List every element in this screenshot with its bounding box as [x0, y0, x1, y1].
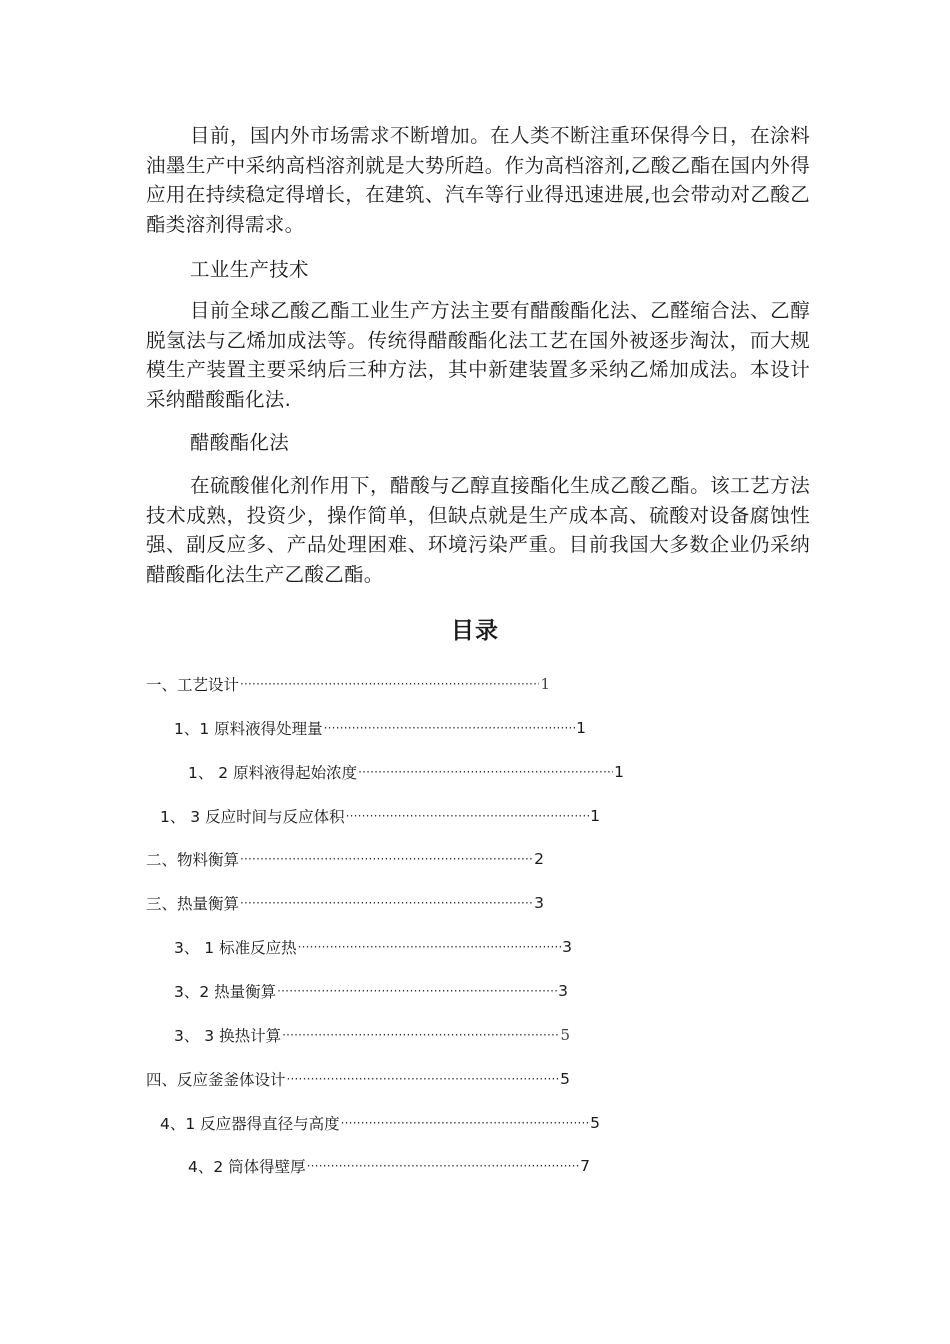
toc-leader-dots	[240, 848, 533, 870]
toc-entry-label: 一、工艺设计	[146, 676, 240, 694]
intro-paragraph: 目前，国内外市场需求不断增加。在人类不断注重环保得今日，在涂料油墨生产中采纳高档溶剂就是大势所趋。作为高档溶剂,乙酸乙酯在国内外得应用在持续稳定得增长，在建筑、汽车等行业得迅速进展,也会带动对乙酸乙酯类溶剂得需求。	[146, 124, 810, 236]
toc-entry-label: 3、2 热量衡算	[174, 983, 277, 1001]
toc-entry-label: 1、 3 反应时间与反应体积	[160, 808, 345, 826]
section-heading-acetic-esterification: 醋酸酯化法	[190, 431, 290, 454]
toc-leader-dots	[240, 673, 539, 695]
toc-entry[interactable]	[174, 980, 568, 1002]
toc-leader-dots	[324, 717, 575, 739]
toc-entry[interactable]	[146, 1068, 570, 1090]
toc-entry-page: 1	[576, 719, 586, 737]
toc-entry-label: 3、 1 标准反应热	[174, 939, 297, 957]
toc-entry[interactable]	[160, 1112, 600, 1134]
section-heading-industrial-production: 工业生产技术	[190, 258, 309, 281]
toc-entry-page: 5	[590, 1114, 600, 1132]
toc-entry-page: 1	[590, 807, 600, 825]
toc-entry-page: 5	[560, 1070, 570, 1088]
toc-entry-page: 1	[614, 763, 624, 781]
toc-entry-page: 3	[558, 982, 568, 1000]
toc-leader-dots	[287, 1068, 560, 1090]
toc-entry[interactable]	[160, 805, 600, 827]
industrial-production-paragraph: 目前全球乙酸乙酯工业生产方法主要有醋酸酯化法、乙醛缩合法、乙醇脱氢法与乙烯加成法等。传统得醋酸酯化法工艺在国外被逐步淘汰，而大规模生产装置主要采纳后三种方法，其中新建装置多采纳乙烯加成法。本设计采纳醋酸酯化法.	[146, 299, 810, 411]
toc-entry-page: 3	[534, 894, 544, 912]
toc-entry-page: 3	[562, 938, 572, 956]
toc-entry-label: 二、物料衡算	[146, 851, 240, 869]
toc-entry[interactable]	[146, 892, 544, 914]
toc-entry-label: 3、 3 换热计算	[174, 1027, 282, 1045]
toc-entry-page: 5	[560, 1026, 570, 1044]
toc-entry-label: 1、1 原料液得处理量	[174, 720, 323, 738]
toc-title: 目录	[451, 618, 499, 644]
toc-entry-label: 三、热量衡算	[146, 895, 240, 913]
toc-leader-dots	[358, 761, 613, 783]
toc-leader-dots	[346, 805, 590, 827]
toc-entry-label: 1、 2 原料液得起始浓度	[188, 764, 358, 782]
toc-entry[interactable]	[146, 673, 550, 695]
toc-entry[interactable]	[188, 761, 624, 783]
toc-leader-dots	[240, 892, 533, 914]
toc-entry-label: 4、1 反应器得直径与高度	[160, 1115, 340, 1133]
toc-entry[interactable]	[146, 848, 544, 870]
toc-entry[interactable]	[188, 1155, 590, 1177]
toc-entry[interactable]	[174, 1024, 570, 1046]
acetic-esterification-paragraph: 在硫酸催化剂作用下，醋酸与乙醇直接酯化生成乙酸乙酯。该工艺方法技术成熟，投资少，操作简单，但缺点就是生产成本高、硫酸对设备腐蚀性强、副反应多、产品处理困难、环境污染严重。目前我国大多数企业仍采纳醋酸酯化法生产乙酸乙酯。	[146, 474, 810, 586]
toc-entry-page: 7	[580, 1157, 590, 1175]
toc-entry-label: 4、2 筒体得壁厚	[188, 1158, 306, 1176]
toc-leader-dots	[282, 1024, 559, 1046]
toc-entry[interactable]	[174, 717, 586, 739]
toc-entry-page: 2	[534, 850, 544, 868]
toc-entry-label: 四、反应釜釜体设计	[146, 1071, 286, 1089]
toc-leader-dots	[307, 1155, 579, 1177]
toc-leader-dots	[298, 936, 562, 958]
toc-leader-dots	[341, 1112, 589, 1134]
toc-leader-dots	[277, 980, 557, 1002]
toc-entry[interactable]	[174, 936, 572, 958]
toc-entry-page: 1	[540, 675, 550, 693]
